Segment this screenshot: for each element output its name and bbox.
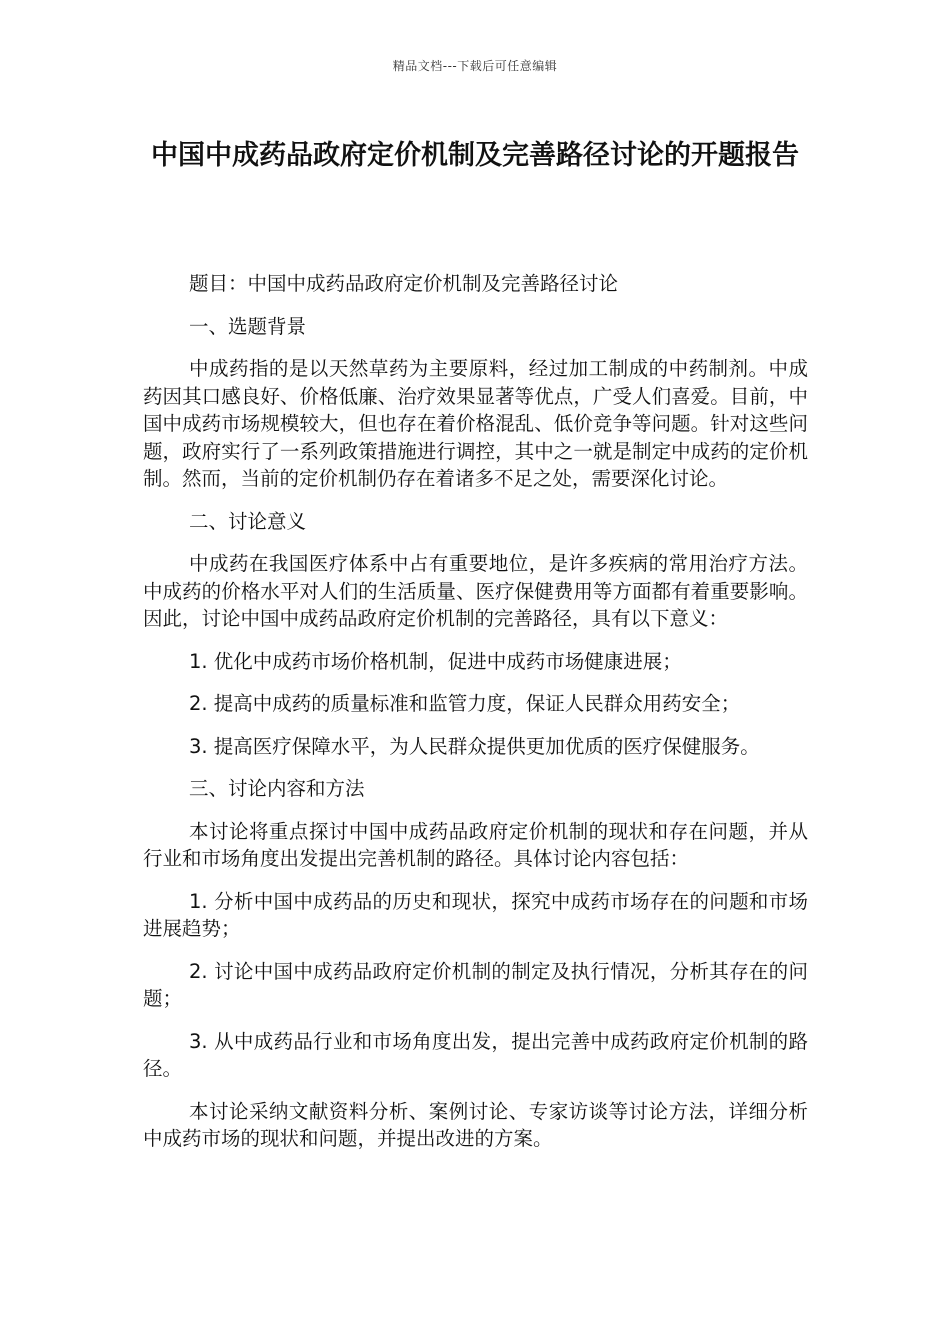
content-item-3: 3. 从中成药品行业和市场角度出发，提出完善中成药政府定价机制的路径。 [143, 1029, 808, 1080]
section-heading-content-method: 三、讨论内容和方法 [189, 777, 365, 800]
background-paragraph: 中成药指的是以天然草药为主要原料，经过加工制成的中药制剂。中成药因其口感良好、价格低廉、治疗效果显著等优点，广受人们喜爱。目前，中国中成药市场规模较大，但也存在着价格混乱、低价竞争等问题。针对这些问题，政府实行了一系列政策措施进行调控，其中之一就是制定中成药的定价机制。然而，当前的定价机制仍存在着诸多不足之处，需要深化讨论。 [143, 357, 808, 490]
significance-item-1: 1. 优化中成药市场价格机制，促进中成药市场健康进展； [189, 649, 682, 673]
content-intro-paragraph: 本讨论将重点探讨中国中成药品政府定价机制的现状和存在问题，并从行业和市场角度出发提出完善机制的路径。具体讨论内容包括： [143, 819, 808, 870]
page-header: 精品文档---下载后可任意编辑 [392, 59, 558, 73]
method-paragraph: 本讨论采纳文献资料分析、案例讨论、专家访谈等讨论方法，详细分析中成药市场的现状和问题，并提出改进的方案。 [143, 1099, 808, 1150]
significance-paragraph: 中成药在我国医疗体系中占有重要地位，是许多疾病的常用治疗方法。中成药的价格水平对人们的生活质量、医疗保健费用等方面都有着重要影响。因此，讨论中国中成药品政府定价机制的完善路径，具有以下意义： [143, 552, 808, 630]
document-body [143, 270, 808, 1168]
significance-item-3: 3. 提高医疗保障水平，为人民群众提供更加优质的医疗保健服务。 [189, 734, 760, 758]
section-heading-significance: 二、讨论意义 [189, 509, 307, 533]
topic-line: 题目：中国中成药品政府定价机制及完善路径讨论 [189, 272, 619, 295]
content-item-2: 2. 讨论中国中成药品政府定价机制的制定及执行情况，分析其存在的问题； [143, 959, 808, 1010]
section-heading-background: 一、选题背景 [189, 314, 307, 338]
significance-item-2: 2. 提高中成药的质量标准和监管力度，保证人民群众用药安全； [189, 692, 741, 715]
document-title: 中国中成药品政府定价机制及完善路径讨论的开题报告 [151, 140, 799, 171]
content-item-1: 1. 分析中国中成药品的历史和现状，探究中成药市场存在的问题和市场进展趋势； [143, 889, 808, 940]
